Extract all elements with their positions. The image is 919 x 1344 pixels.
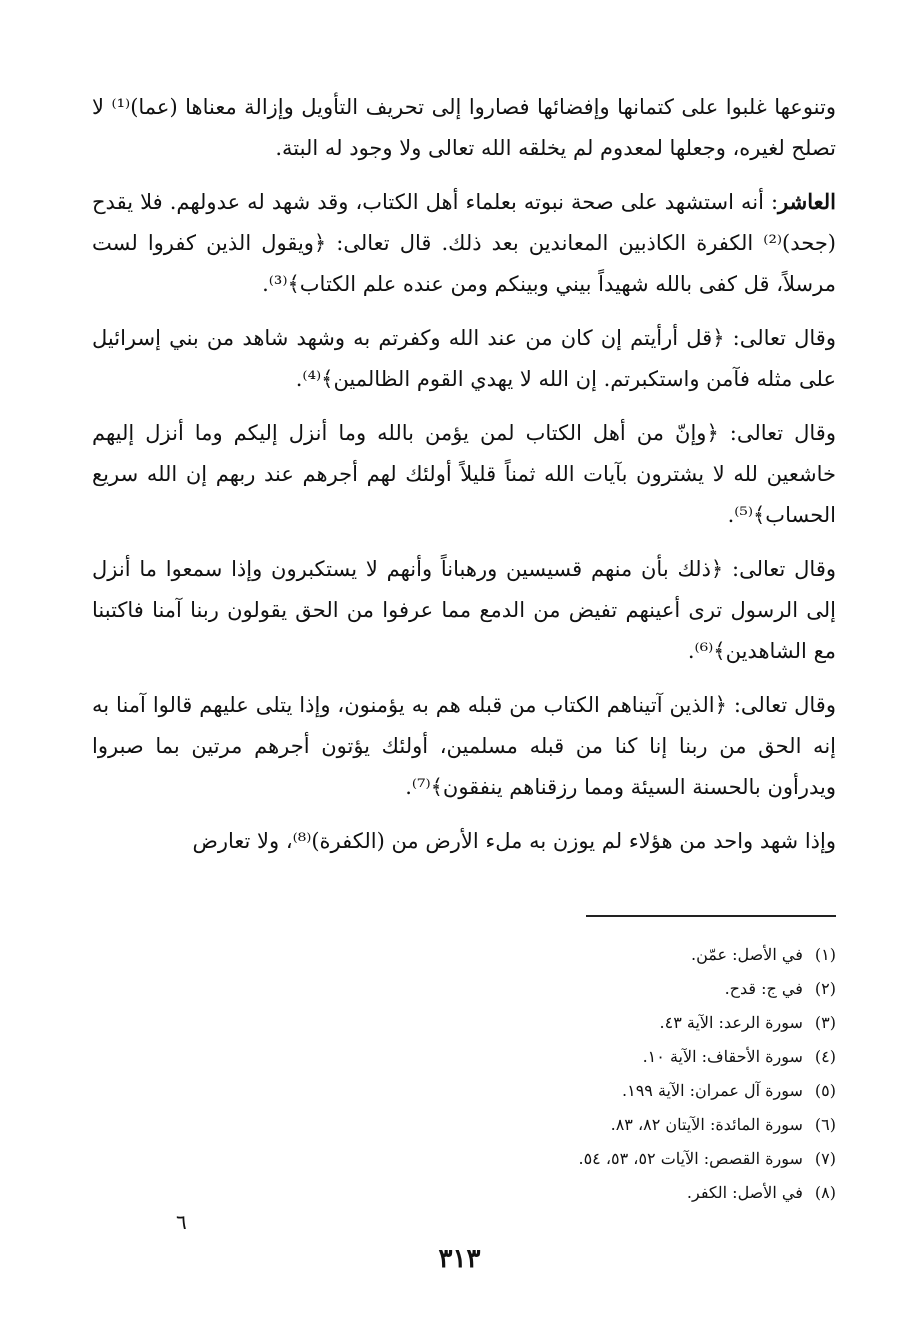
footnote-number: (٣) <box>814 1013 836 1032</box>
paragraph-text: وقال تعالى: ﴿وإنّ من أهل الكتاب لمن يؤمن بالله وما أنزل إليكم وما أنزل إليهم خاشعين لله لا يشترون بآيات الله ثمناً قليلاً أولئك لهم أجرهم عند ربهم إن الله سريع الحساب﴾⁽⁵⁾. <box>92 421 836 527</box>
page-number: ٣١٣ <box>438 1244 481 1274</box>
paragraph-text: وقال تعالى: ﴿الذين آتيناهم الكتاب من قبله هم به يؤمنون، وإذا يتلى عليهم قالوا آمنا به إنه الحق من ربنا إنا كنا من قبله مسلمين، أولئك يؤتون أجرهم مرتين بما صبروا ويدرأون بالحسنة السيئة ومما رزقناهم ينفقون﴾⁽⁷⁾. <box>92 693 836 799</box>
paragraph-1 <box>92 86 836 169</box>
footnote-item <box>300 1074 836 1108</box>
footnote-item <box>300 1108 836 1142</box>
footnote-number: (٧) <box>814 1149 836 1168</box>
footnote-number: (١) <box>814 945 836 964</box>
footnote-divider <box>586 915 836 917</box>
footnote-number: (٦) <box>814 1115 836 1134</box>
paragraph-3 <box>92 317 836 400</box>
footnote-number: (٨) <box>814 1183 836 1202</box>
footnote-item <box>300 1142 836 1176</box>
footnote-text: سورة المائدة: الآيتان ٨٢، ٨٣. <box>610 1115 803 1134</box>
footnote-item <box>300 938 836 972</box>
paragraph-text: وقال تعالى: ﴿ذلك بأن منهم قسيسين ورهباناً وأنهم لا يستكبرون وإذا سمعوا ما أنزل إلى الرسول ترى أعينهم تفيض من الدمع مما عرفوا من الحق يقولون ربنا آمنا فاكتبنا مع الشاهدين﴾⁽⁶⁾. <box>92 557 836 663</box>
footnote-text: سورة آل عمران: الآية ١٩٩. <box>622 1081 803 1100</box>
paragraph-lead: العاشر <box>778 189 836 214</box>
paragraph-7 <box>92 820 836 862</box>
paragraph-text: وقال تعالى: ﴿قل أرأيتم إن كان من عند الله وكفرتم به وشهد شاهد من بني إسرائيل على مثله فآمن واستكبرتم. إن الله لا يهدي القوم الظالمين﴾⁽⁴⁾. <box>92 326 836 391</box>
footnote-item <box>300 1040 836 1074</box>
footnote-text: سورة الأحقاف: الآية ١٠. <box>642 1047 803 1066</box>
footnote-item <box>300 972 836 1006</box>
footnote-number: (٤) <box>814 1047 836 1066</box>
paragraph-text: : أنه استشهد على صحة نبوته بعلماء أهل الكتاب، وقد شهد له عدولهم. فلا يقدح (جحد)⁽²⁾ الكفرة الكاذبين المعاندين بعد ذلك. قال تعالى: ﴿ويقول الذين كفروا لست مرسلاً، قل كفى بالله شهيداً بيني وبينكم ومن عنده علم الكتاب﴾⁽³⁾. <box>92 190 836 296</box>
footnote-item <box>300 1176 836 1210</box>
paragraph-5 <box>92 548 836 672</box>
paragraph-text: وتنوعها غلبوا على كتمانها وإفضائها فصاروا إلى تحريف التأويل وإزالة معناها (عما)⁽¹⁾ لا تصلح لغيره، وجعلها لمعدوم لم يخلقه الله تعالى ولا وجود له البتة. <box>92 95 836 160</box>
signature-mark: ٦ <box>176 1210 187 1234</box>
footnote-text: في الأصل: عمّن. <box>691 945 803 964</box>
paragraph-4 <box>92 412 836 536</box>
paragraph-6 <box>92 684 836 808</box>
main-text <box>92 86 836 874</box>
footnote-number: (٥) <box>814 1081 836 1100</box>
footnote-text: في الأصل: الكفر. <box>686 1183 803 1202</box>
footnote-text: في ج: قدح. <box>724 979 803 998</box>
footnote-text: سورة الرعد: الآية ٤٣. <box>659 1013 803 1032</box>
footnote-item <box>300 1006 836 1040</box>
footnotes-list <box>300 938 836 1210</box>
paragraph-text: وإذا شهد واحد من هؤلاء لم يوزن به ملء الأرض من (الكفرة)⁽⁸⁾، ولا تعارض <box>192 829 836 853</box>
paragraph-2 <box>92 181 836 305</box>
footnote-number: (٢) <box>814 979 836 998</box>
footnote-text: سورة القصص: الآيات ٥٢، ٥٣، ٥٤. <box>578 1149 803 1168</box>
